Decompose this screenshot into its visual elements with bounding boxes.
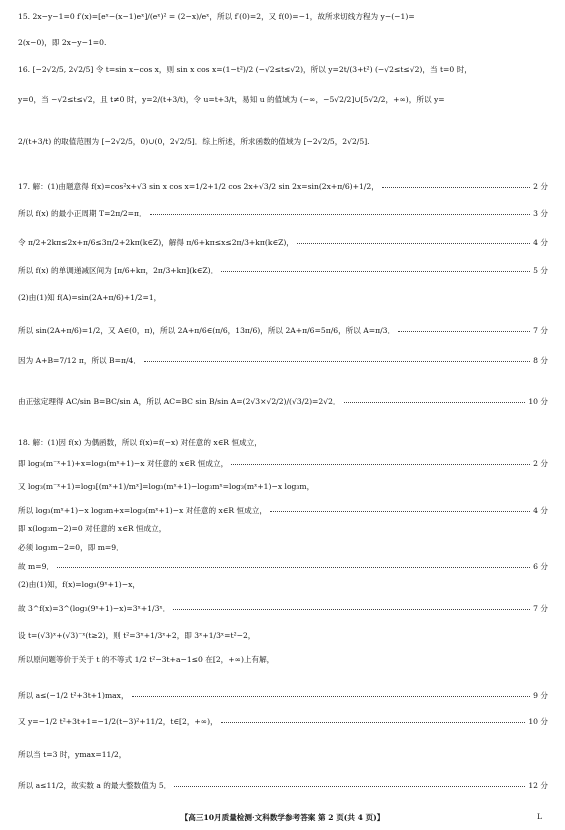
score-label: 6 分 — [533, 562, 548, 571]
score-label: 8 分 — [533, 356, 548, 365]
dot-leader — [57, 567, 530, 568]
solution-text: 又 y=−1/2 t²+3t+1=−1/2(t−3)²+11/2，t∈[2，+∞)， — [18, 717, 218, 726]
q17-line — [18, 237, 548, 248]
dot-leader — [144, 361, 530, 362]
q18-line — [18, 542, 548, 553]
solution-text: 令 π/2+2kπ≤2x+π/6≤3π/2+2kπ(k∈Z)，解得 π/6+kπ≤x≤2π/3+kπ(k∈Z)， — [18, 238, 294, 247]
q18-line — [18, 505, 548, 516]
score-label: 10 分 — [528, 717, 548, 726]
q18-line — [18, 780, 548, 791]
solution-text: 所以 log₃(mˣ+1)−x log₃m+x=log₃(mˣ+1)−x 对任意的 x∈R 恒成立， — [18, 506, 267, 515]
solution-text: 所以 a≤(−1/2 t²+3t+1)max， — [18, 691, 129, 700]
solution-text: 所以 f(x) 的单调递减区间为 [π/6+kπ，2π/3+kπ](k∈Z)． — [18, 266, 219, 275]
solution-text: 所以 f(x) 的最小正周期 T=2π/2=π． — [18, 209, 147, 218]
dot-leader — [382, 187, 530, 188]
q18-line — [18, 579, 548, 590]
q18-line — [18, 603, 548, 614]
solution-text: 18. 解：(1)因 f(x) 为偶函数，所以 f(x)=f(−x) 对任意的 x∈R 恒成立， — [18, 438, 262, 447]
solution-text: (2)由(1)知 f(A)=sin(2A+π/6)+1/2=1， — [18, 293, 162, 302]
q17-line — [18, 292, 548, 303]
solution-text: 由正弦定理得 AC/sin B=BC/sin A，所以 AC=BC sin B/sin A=(2√3×√2/2)/(√3/2)=2√2． — [18, 397, 341, 406]
q18-line — [18, 437, 548, 448]
solution-text: 故 m=9． — [18, 562, 54, 571]
q17-line — [18, 325, 548, 336]
q18-line — [18, 654, 548, 665]
q18-line — [18, 716, 548, 727]
solution-text: (2)由(1)知，f(x)=log₃(9ˣ+1)−x， — [18, 580, 140, 589]
solution-text: 所以 a≤11/2，故实数 a 的最大整数值为 5． — [18, 781, 172, 790]
q16-line-2: y=0，当 −√2≤t≤√2，且 t≠0 时，y=2/(t+3/t)，令 u=t+3/t，易知 u 的值域为 (−∞，−5√2/2]∪[5√2/2，+∞)，所以 y= — [18, 95, 445, 104]
solution-text: 所以当 t=3 时，ymax=11/2， — [18, 750, 127, 759]
solution-text: 所以 sin(2A+π/6)=1/2，又 A∈(0，π)，所以 2A+π/6∈(π/6，13π/6)，所以 2A+π/6=5π/6，所以 A=π/3． — [18, 326, 396, 335]
q17-line — [18, 265, 548, 276]
score-label: 7 分 — [533, 604, 548, 613]
q15-line-2: 2(x−0)，即 2x−y−1=0. — [18, 38, 107, 47]
score-label: 4 分 — [533, 238, 548, 247]
solution-text: 17. 解：(1)由题意得 f(x)=cos²x+√3 sin x cos x=1/2+1/2 cos 2x+√3/2 sin 2x=sin(2x+π/6)+1/2， — [18, 182, 379, 191]
q18-line — [18, 749, 548, 760]
q15-line-1: 15. 2x−y−1=0 f′(x)=[eˣ−(x−1)eˣ]/(eˣ)² = (2−x)/eˣ，所以 f′(0)=2，又 f(0)=−1，故所求切线方程为 y−(−1)= — [18, 12, 415, 21]
dot-leader — [221, 271, 530, 272]
q16-line-3: 2/(t+3/t) 的取值范围为 [−2√2/5，0)∪(0，2√2/5]．综上所述，所求函数的值域为 [−2√2/5，2√2/5]. — [18, 137, 370, 146]
q17-line — [18, 208, 548, 219]
q18-line — [18, 523, 548, 534]
solution-text: 故 3^f(x)=3^(log₃(9ˣ+1)−x)=3ˣ+1/3ˣ． — [18, 604, 171, 613]
dot-leader — [270, 511, 530, 512]
dot-leader — [132, 696, 531, 697]
q18-line — [18, 561, 548, 572]
dot-leader — [173, 609, 530, 610]
score-label: 10 分 — [528, 397, 548, 406]
dot-leader — [231, 464, 530, 465]
solution-text: 必须 log₃m−2=0，即 m=9． — [18, 543, 124, 552]
solution-text: 因为 A+B=7/12 π，所以 B=π/4． — [18, 356, 141, 365]
score-label: 5 分 — [533, 266, 548, 275]
q17-line — [18, 396, 548, 407]
q18-line — [18, 690, 548, 701]
score-label: 2 分 — [533, 459, 548, 468]
score-label: 12 分 — [528, 781, 548, 790]
q18-line — [18, 630, 548, 641]
page-footer: 【高三10月质量检测·文科数学参考答案 第 2 页(共 4 页)】 — [180, 813, 385, 822]
dot-leader — [398, 331, 530, 332]
q17-line — [18, 355, 548, 366]
footer-mark: L — [537, 812, 543, 821]
solution-text: 设 t=(√3)ˣ+(√3)⁻ˣ(t≥2)，则 t²=3ˣ+1/3ˣ+2，即 3ˣ+1/3ˣ=t²−2， — [18, 631, 256, 640]
q17-line — [18, 181, 548, 192]
q18-line — [18, 458, 548, 469]
dot-leader — [150, 214, 531, 215]
solution-text: 又 log₃(m⁻ˣ+1)=log₃[(mˣ+1)/mˣ]=log₃(mˣ+1)−log₃mˣ=log₃(mˣ+1)−x log₃m， — [18, 482, 315, 491]
score-label: 3 分 — [533, 209, 548, 218]
solution-text: 所以原问题等价于关于 t 的不等式 1/2 t²−3t+a−1≤0 在[2，+∞)上有解， — [18, 655, 275, 664]
q18-line — [18, 481, 548, 492]
solution-text: 即 log₃(m⁻ˣ+1)+x=log₃(mˣ+1)−x 对任意的 x∈R 恒成立， — [18, 459, 229, 468]
dot-leader — [297, 243, 530, 244]
solution-text: 即 x(log₃m−2)=0 对任意的 x∈R 恒成立， — [18, 524, 167, 533]
dot-leader — [174, 786, 525, 787]
score-label: 9 分 — [533, 691, 548, 700]
dot-leader — [221, 722, 526, 723]
score-label: 7 分 — [533, 326, 548, 335]
dot-leader — [344, 402, 526, 403]
score-label: 2 分 — [533, 182, 548, 191]
score-label: 4 分 — [533, 506, 548, 515]
q16-line-1: 16. [−2√2/5, 2√2/5] 令 t=sin x−cos x，则 sin x cos x=(1−t²)/2 (−√2≤t≤√2)，所以 y=2t/(3+t²) (−√2≤t≤√2)，当 t=0 时， — [18, 65, 472, 74]
